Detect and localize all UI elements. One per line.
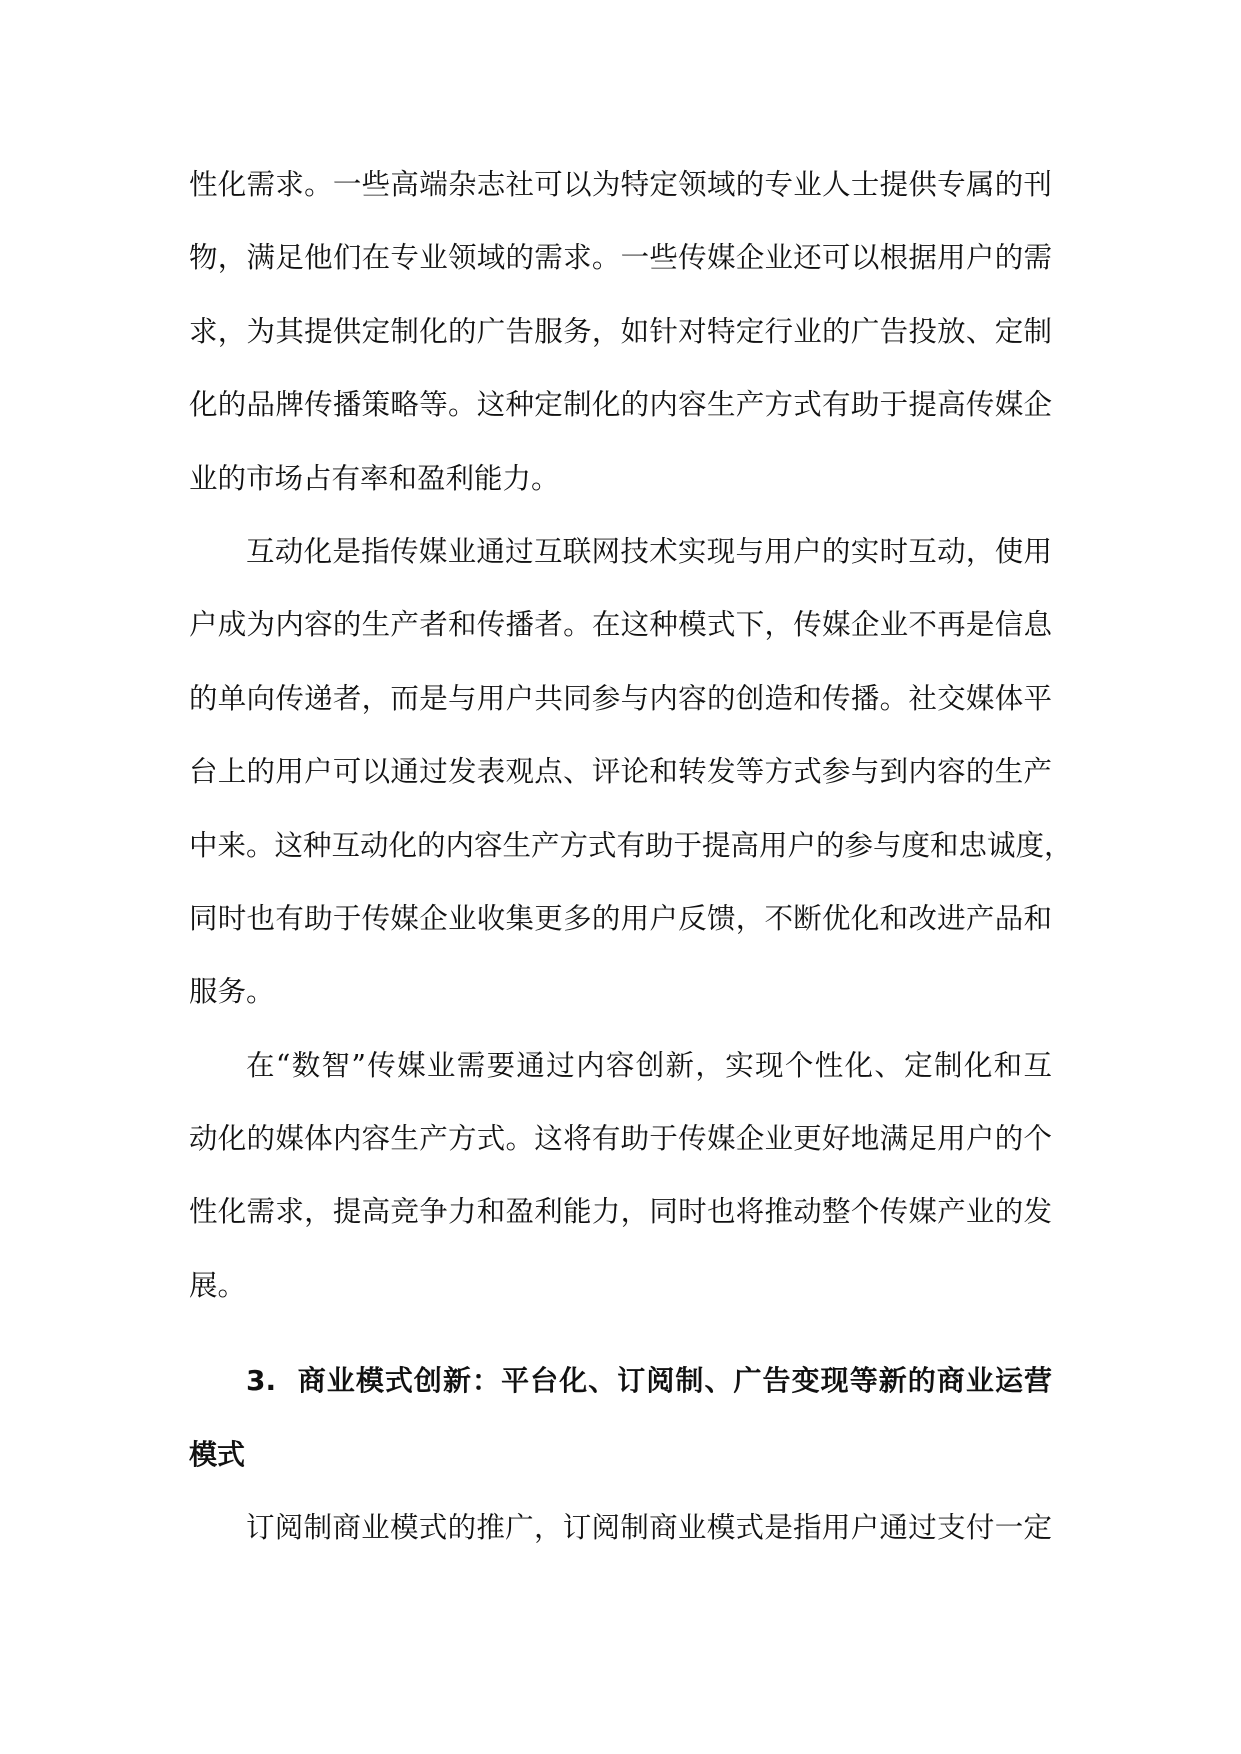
text-line: 业的市场占有率和盈利能力。 bbox=[189, 461, 560, 495]
text-line: 同时也有助于传媒企业收集更多的用户反馈，不断优化和改进产品和 bbox=[189, 901, 1052, 935]
text-line: 在“数智”传媒业需要通过内容创新，实现个性化、定制化和互 bbox=[246, 1048, 1052, 1082]
heading-line bbox=[189, 1344, 1052, 1417]
text-line: 求，为其提供定制化的广告服务，如针对特定行业的广告投放、定制 bbox=[189, 314, 1052, 348]
heading-line: 模式 bbox=[189, 1437, 246, 1471]
document-body bbox=[189, 148, 1073, 1564]
text-line: 的单向传递者，而是与用户共同参与内容的创造和传播。社交媒体平 bbox=[189, 681, 1052, 715]
paragraph-interactivity bbox=[189, 515, 1073, 1029]
text-line: 户成为内容的生产者和传播者。在这种模式下，传媒企业不再是信息 bbox=[189, 608, 1052, 642]
text-line: 互动化是指传媒业通过互联网技术实现与用户的实时互动，使用 bbox=[246, 534, 1052, 568]
heading-text: 商业模式创新：平台化、订阅制、广告变现等新的商业运营 bbox=[297, 1364, 1052, 1398]
text-line: 服务。 bbox=[189, 975, 275, 1009]
text-line: 物，满足他们在专业领域的需求。一些传媒企业还可以根据用户的需 bbox=[189, 241, 1052, 275]
text-line: 台上的用户可以通过发表观点、评论和转发等方式参与到内容的生产 bbox=[189, 755, 1052, 789]
heading-number: 3. bbox=[246, 1364, 277, 1398]
paragraph-summary bbox=[189, 1029, 1052, 1323]
paragraph-subscription bbox=[189, 1491, 1052, 1564]
text-line: 展。 bbox=[189, 1268, 247, 1302]
text-line: 中来。这种互动化的内容生产方式有助于提高用户的参与度和忠诚度， bbox=[189, 828, 1073, 862]
text-line: 化的品牌传播策略等。这种定制化的内容生产方式有助于提高传媒企 bbox=[189, 388, 1052, 422]
section-heading bbox=[189, 1344, 1052, 1491]
text-line: 动化的媒体内容生产方式。这将有助于传媒企业更好地满足用户的个 bbox=[189, 1122, 1052, 1156]
text-line: 订阅制商业模式的推广，订阅制商业模式是指用户通过支付一定 bbox=[246, 1511, 1052, 1545]
section-spacer bbox=[189, 1322, 1052, 1344]
paragraph-customization bbox=[189, 148, 1052, 515]
text-line: 性化需求，提高竞争力和盈利能力，同时也将推动整个传媒产业的发 bbox=[189, 1195, 1052, 1229]
text-line: 性化需求。一些高端杂志社可以为特定领域的专业人士提供专属的刊 bbox=[189, 168, 1052, 201]
